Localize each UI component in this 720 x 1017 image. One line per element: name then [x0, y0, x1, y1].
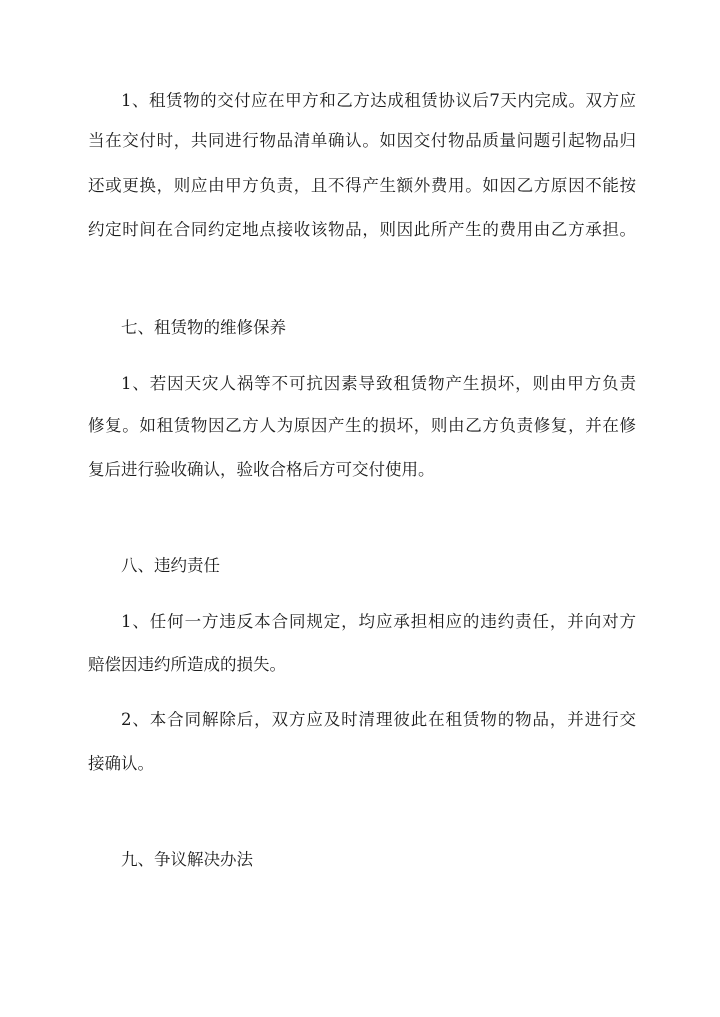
clause-6-1-line-2: 当在交付时，共同进行物品清单确认。如因交付物品质量问题引起物品归: [88, 131, 636, 150]
section-heading-8: 八、违约责任: [121, 556, 220, 575]
clause-7-1-line-3: 复后进行验收确认，验收合格后方可交付使用。: [88, 460, 435, 479]
clause-8-1-line-2: 赔偿因违约所造成的损失。: [88, 655, 286, 674]
clause-6-1-line-4: 约定时间在合同约定地点接收该物品，则因此所产生的费用由乙方承担。: [88, 220, 636, 239]
section-heading-9: 九、争议解决办法: [121, 850, 253, 869]
clause-8-2-line-1: 2、本合同解除后，双方应及时清理彼此在租赁物的物品，并进行交: [121, 710, 636, 729]
clause-6-1-line-1: 1、租赁物的交付应在甲方和乙方达成租赁协议后7天内完成。双方应: [121, 91, 636, 110]
clause-7-1-line-2: 修复。如租赁物因乙方人为原因产生的损坏，则由乙方负责修复，并在修: [88, 416, 636, 435]
clause-8-1-line-1: 1、任何一方违反本合同规定，均应承担相应的违约责任，并向对方: [121, 612, 636, 631]
clause-8-2-line-2: 接确认。: [88, 754, 154, 773]
section-heading-7: 七、租赁物的维修保养: [121, 318, 286, 337]
clause-6-1-line-3: 还或更换，则应由甲方负责，且不得产生额外费用。如因乙方原因不能按: [88, 176, 636, 195]
clause-7-1-line-1: 1、若因天灾人祸等不可抗因素导致租赁物产生损坏，则由甲方负责: [121, 374, 636, 393]
